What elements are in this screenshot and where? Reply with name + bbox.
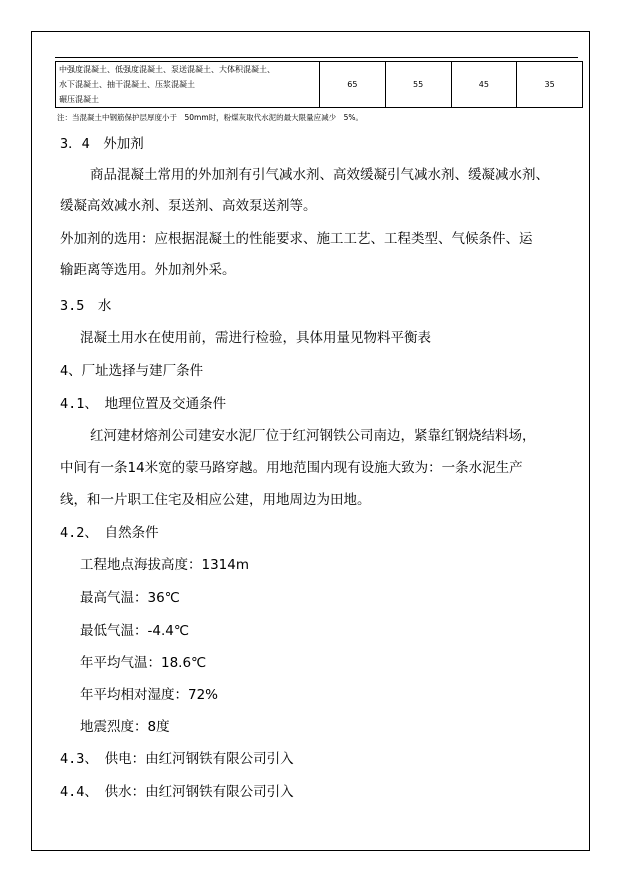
paragraph-line: 中间有一条14米宽的蒙马路穿越。用地范围内现有设施大致为：一条水泥生产 <box>60 460 523 476</box>
list-item: 最低气温：-4.4℃ <box>80 623 190 639</box>
top-rule <box>55 57 578 58</box>
paragraph-line: 缓凝高效减水剂、泵送剂、高效泵送剂等。 <box>60 198 317 214</box>
paragraph-line: 线，和一片职工住宅及相应公建，用地周边为田地。 <box>60 492 371 508</box>
value-cell: 35 <box>517 62 583 108</box>
list-item: 工程地点海拔高度：1314m <box>80 557 250 573</box>
section-heading-4-1: 4.1、 地理位置及交通条件 <box>60 396 227 412</box>
list-item: 最高气温：36℃ <box>80 590 180 606</box>
concrete-type-line: 碾压混凝土 <box>59 95 99 104</box>
value-cell: 55 <box>385 62 451 108</box>
section-heading-4: 4、厂址选择与建厂条件 <box>60 363 204 379</box>
section-heading-3-5: 3.5 水 <box>60 298 112 314</box>
section-heading-4-2: 4.2、 自然条件 <box>60 525 159 541</box>
concrete-type-line: 中强度混凝土、低强度混凝土、泵送混凝土、大体积混凝土、 <box>59 65 275 74</box>
section-heading-4-3: 4.3、 供电：由红河钢铁有限公司引入 <box>60 751 294 767</box>
paragraph-line: 红河建材熔剂公司建安水泥厂位于红河钢铁公司南边，紧靠红钢烧结料场， <box>90 428 536 444</box>
value-cell: 45 <box>451 62 517 108</box>
section-heading-3-4: 3．4 外加剂 <box>60 136 144 152</box>
concrete-table <box>55 61 583 108</box>
list-item: 年平均相对湿度：72% <box>80 687 219 703</box>
paragraph-line: 混凝土用水在使用前，需进行检验，具体用量见物料平衡表 <box>80 330 431 346</box>
section-heading-4-4: 4.4、 供水：由红河钢铁有限公司引入 <box>60 784 294 800</box>
paragraph-line: 外加剂的选用：应根据混凝土的性能要求、施工工艺、工程类型、气候条件、运 <box>60 231 533 247</box>
list-item: 地震烈度：8度 <box>80 719 170 735</box>
concrete-type-cell <box>56 62 320 108</box>
table-note: 注：当混凝土中钢筋保护层厚度小于 50mm时，粉煤灰取代水泥的最大限量应减少 5%。 <box>57 113 364 122</box>
paragraph-line: 商品混凝土常用的外加剂有引气减水剂、高效缓凝引气减水剂、缓凝减水剂、 <box>90 167 549 183</box>
value-cell: 65 <box>320 62 386 108</box>
paragraph-line: 输距离等选用。外加剂外采。 <box>60 262 236 278</box>
list-item: 年平均气温：18.6℃ <box>80 655 207 671</box>
table-row <box>56 62 583 108</box>
concrete-type-line: 水下混凝土、抽干混凝土、压浆混凝土 <box>59 80 195 89</box>
